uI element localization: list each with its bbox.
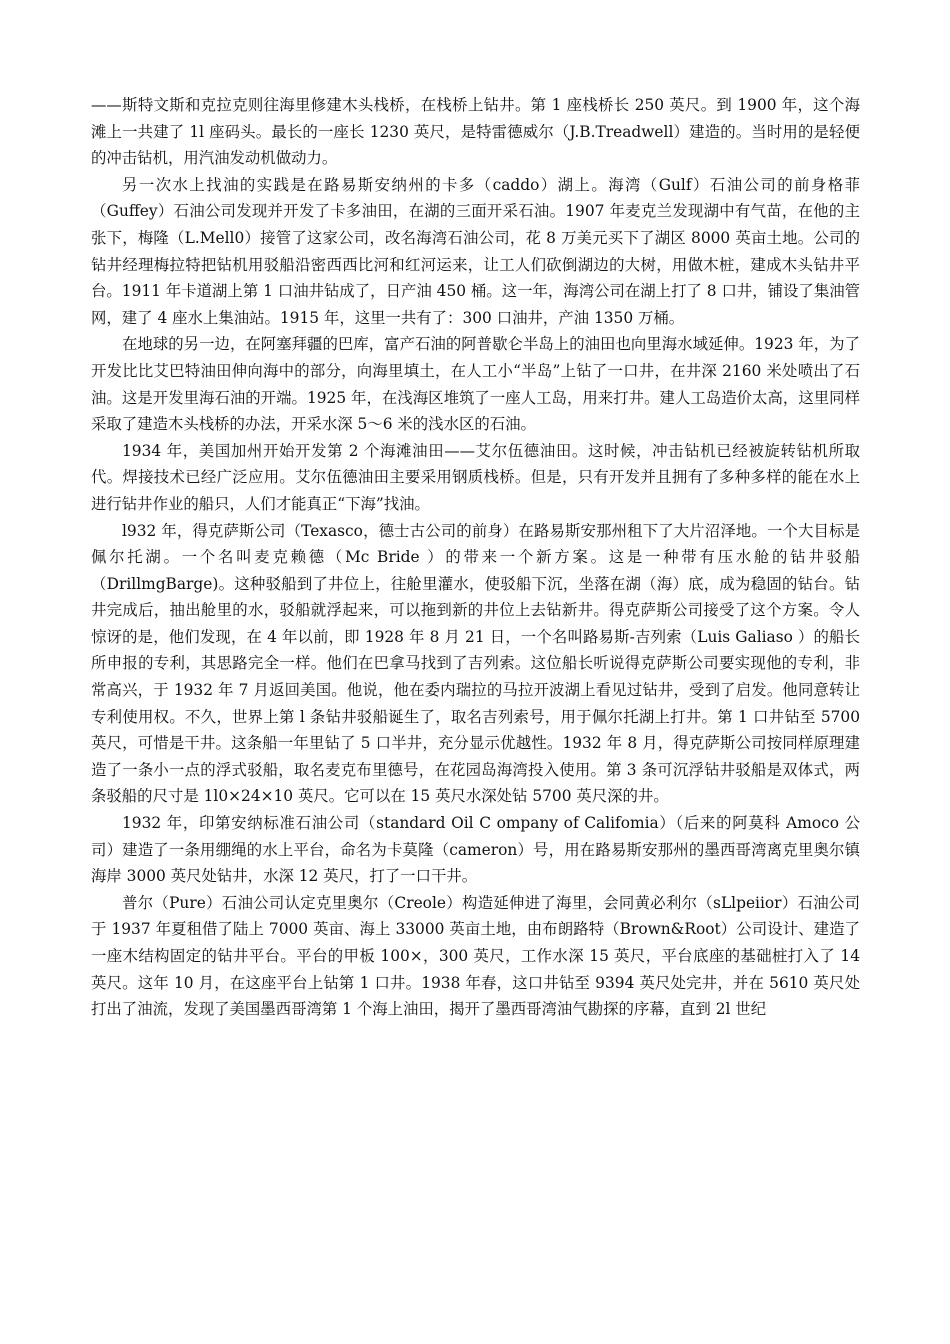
paragraph-baku: 在地球的另一边，在阿塞拜疆的巴库，富产石油的阿普歇仑半岛上的油田也向里海水域延伸。1923 年，为了开发比比艾巴特油田伸向海中的部分，向海里填土，在人工小“半岛”上钻了一口井，在井深 2160 米处喷出了石油。这是开发里海石油的开端。1925 年，在浅海区堆筑了一座人工岛，用来打井。建人工岛造价太高，这里同样采取了建造木头栈桥的办法，开采水深 5～6 米的浅水区的石油。 [91, 335, 860, 434]
paragraph-pure-oil: 普尔（Pure）石油公司认定克里奥尔（Creole）构造延伸进了海里，会同黄必利尔（sLlpeiior）石油公司于 1937 年夏租借了陆上 7000 英亩、海上 33000 英亩土地，由布朗路特（Brown&Root）公司设计、建造了一座木结构固定的钻井平台。平台的甲板 100×，300 英尺，工作水深 15 英尺，平台底座的基础桩打入了 14 英尺。这年 10 月，在这座平台上钻第 1 口井。1938 年春，这口井钻至 9394 英尺处完井，并在 5610 英尺处打出了油流，发现了美国墨西哥湾第 1 个海上油田，揭开了墨西哥湾油气勘探的序幕，直到 2l 世纪 [91, 893, 860, 1019]
paragraph-texaco-barge: l932 年，得克萨斯公司（Texasco，德士古公司的前身）在路易斯安那州租下了大片沼泽地。一个大目标是佩尔托湖。一个名叫麦克赖德（Mc Bride ）的带来一个新方案。这是一种带有压水舱的钻井驳船（DrillmgBarge)。这种驳船到了井位上，往舱里灌水，使驳船下沉，坐落在湖（海）底，成为稳固的钻台。钻井完成后，抽出舱里的水，驳船就浮起来，可以拖到新的井位上去钻新井。得克萨斯公司接受了这个方案。令人惊讶的是，他们发现，在 4 年以前，即 1928 年 8 月 21 日，一个名叫路易斯-吉列索（Luis Galiaso ）的船长所申报的专利，其思路完全一样。他们在巴拿马找到了吉列索。这位船长听说得克萨斯公司要实现他的专利，非常高兴，于 1932 年 7 月返回美国。他说，他在委内瑞拉的马拉开波湖上看见过钻井，受到了启发。他同意转让专利使用权。不久，世界上第 l 条钻井驳船诞生了，取名吉列索号，用于佩尔托湖上打井。第 1 口井钻至 5700 英尺，可惜是干井。这条船一年里钻了 5 口半井，充分显示优越性。1932 年 8 月，得克萨斯公司按同样原理建造了一条小一点的浮式驳船，取名麦克布里德号，在花园岛海湾投入使用。第 3 条可沉浮钻井驳船是双体式，两条驳船的尺寸是 1l0×24×10 英尺。它可以在 15 英尺水深处钻 5700 英尺深的井。 [91, 521, 860, 806]
paragraph-cameron-platform: 1932 年，印第安纳标准石油公司（standard Oil C ompany of Califomia）（后来的阿莫科 Amoco 公司）建造了一条用绷绳的水上平台，命名为卡莫隆（cameron）号，用在路易斯安那州的墨西哥湾离克里奥尔镇海岸 3000 英尺处钻井，水深 12 英尺，打了一口干井。 [91, 814, 860, 886]
paragraph-caddo-lake: 另一次水上找油的实践是在路易斯安纳州的卡多（caddo）湖上。海湾（Gulf）石油公司的前身格菲（Guffey）石油公司发现并开发了卡多油田，在湖的三面开采石油。1907 年麦克兰发现湖中有气苗，在他的主张下，梅隆（L.Mell0）接管了这家公司，改名海湾石油公司，花 8 万美元买下了湖区 8000 英亩土地。公司的钻井经理梅拉特把钻机用驳船沿密西西比河和红河运来，让工人们砍倒湖边的大树，用做木桩，建成木头钻井平台。1911 年卡道湖上第 1 口油井钻成了，日产油 450 桶。这一年，海湾公司在湖上打了 8 口井，铺设了集油管网，建了 4 座水上集油站。1915 年，这里一共有了：300 口油井，产油 1350 万桶。 [91, 175, 860, 327]
document-page [91, 92, 860, 1023]
paragraph-elwood: 1934 年，美国加州开始开发第 2 个海滩油田——艾尔伍德油田。这时候，冲击钻机已经被旋转钻机所取代。焊接技术已经广泛应用。艾尔伍德油田主要采用钢质栈桥。但是，只有开发并且拥有了多种多样的能在水上进行钻井作业的船只，人们才能真正“下海”找油。 [91, 441, 860, 513]
paragraph-continued: ——斯特文斯和克拉克则往海里修建木头栈桥，在栈桥上钻井。第 1 座栈桥长 250 英尺。到 1900 年，这个海滩上一共建了 1l 座码头。最长的一座长 1230 英尺，是特雷德威尔（J.B.Treadwell）建造的。当时用的是轻便的冲击钻机，用汽油发动机做动力。 [91, 96, 860, 168]
